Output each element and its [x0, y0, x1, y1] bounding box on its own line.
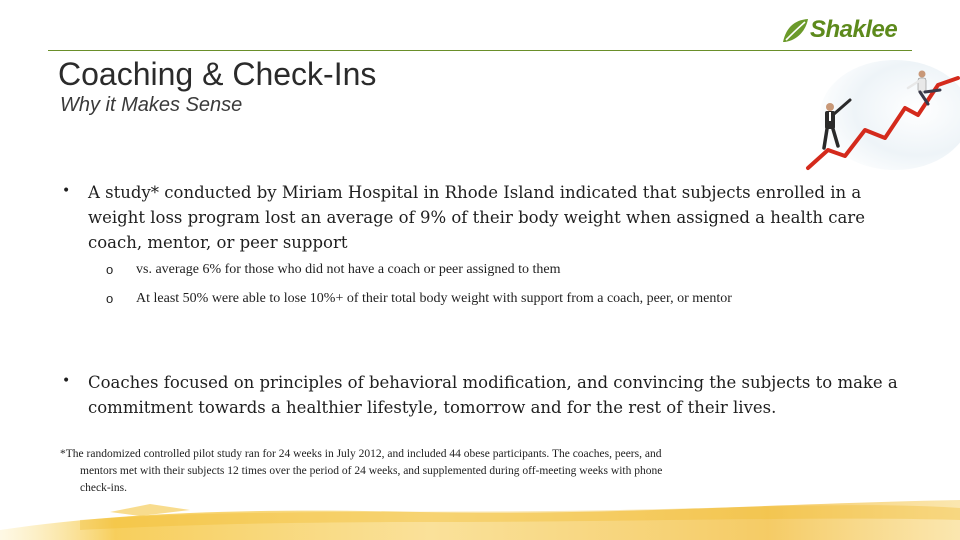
page-title: Coaching & Check-Ins — [58, 56, 377, 92]
decorative-brush-stroke — [0, 490, 960, 540]
logo-text: Shaklee — [810, 16, 898, 43]
sub-bullet-marker: o — [106, 291, 114, 306]
bullet-study-result: A study* conducted by Miriam Hospital in Rhode Island indicated that subjects enrolled in a weight loss program lost an average of 9% of their body weight when assigned a health care coach, mentor, or peer support — [88, 183, 865, 252]
footnote-line-1: *The randomized controlled pilot study ran for 24 weeks in July 2012, and included 44 obese participants. The coaches, peers, and — [60, 448, 662, 460]
sub-bullet-no-coach: vs. average 6% for those who did not have a coach or peer assigned to them — [136, 262, 561, 277]
header-divider — [48, 50, 912, 51]
footnote-line-3: check-ins. — [80, 482, 127, 494]
footnote-line-2: mentors met with their subjects 12 times over the period of 24 weeks, and supplemented during off-meeting weeks with phone — [80, 465, 663, 477]
sub-bullet-ten-percent: At least 50% were able to lose 10%+ of their total body weight with support from a coach, peer, or mentor — [136, 291, 732, 306]
shaklee-logo — [780, 14, 920, 48]
leaf-icon — [780, 16, 810, 46]
page-subtitle: Why it Makes Sense — [60, 94, 243, 116]
bullet-behavioral-modification: Coaches focused on principles of behavioral modification, and convincing the subjects to make a commitment towards a healthier lifestyle, tomorrow and for the rest of their lives. — [88, 373, 898, 417]
bullet-marker: • — [62, 373, 71, 389]
bullet-marker: • — [62, 183, 71, 199]
climbing-chart-illustration — [800, 60, 960, 175]
sub-bullet-marker: o — [106, 262, 114, 277]
